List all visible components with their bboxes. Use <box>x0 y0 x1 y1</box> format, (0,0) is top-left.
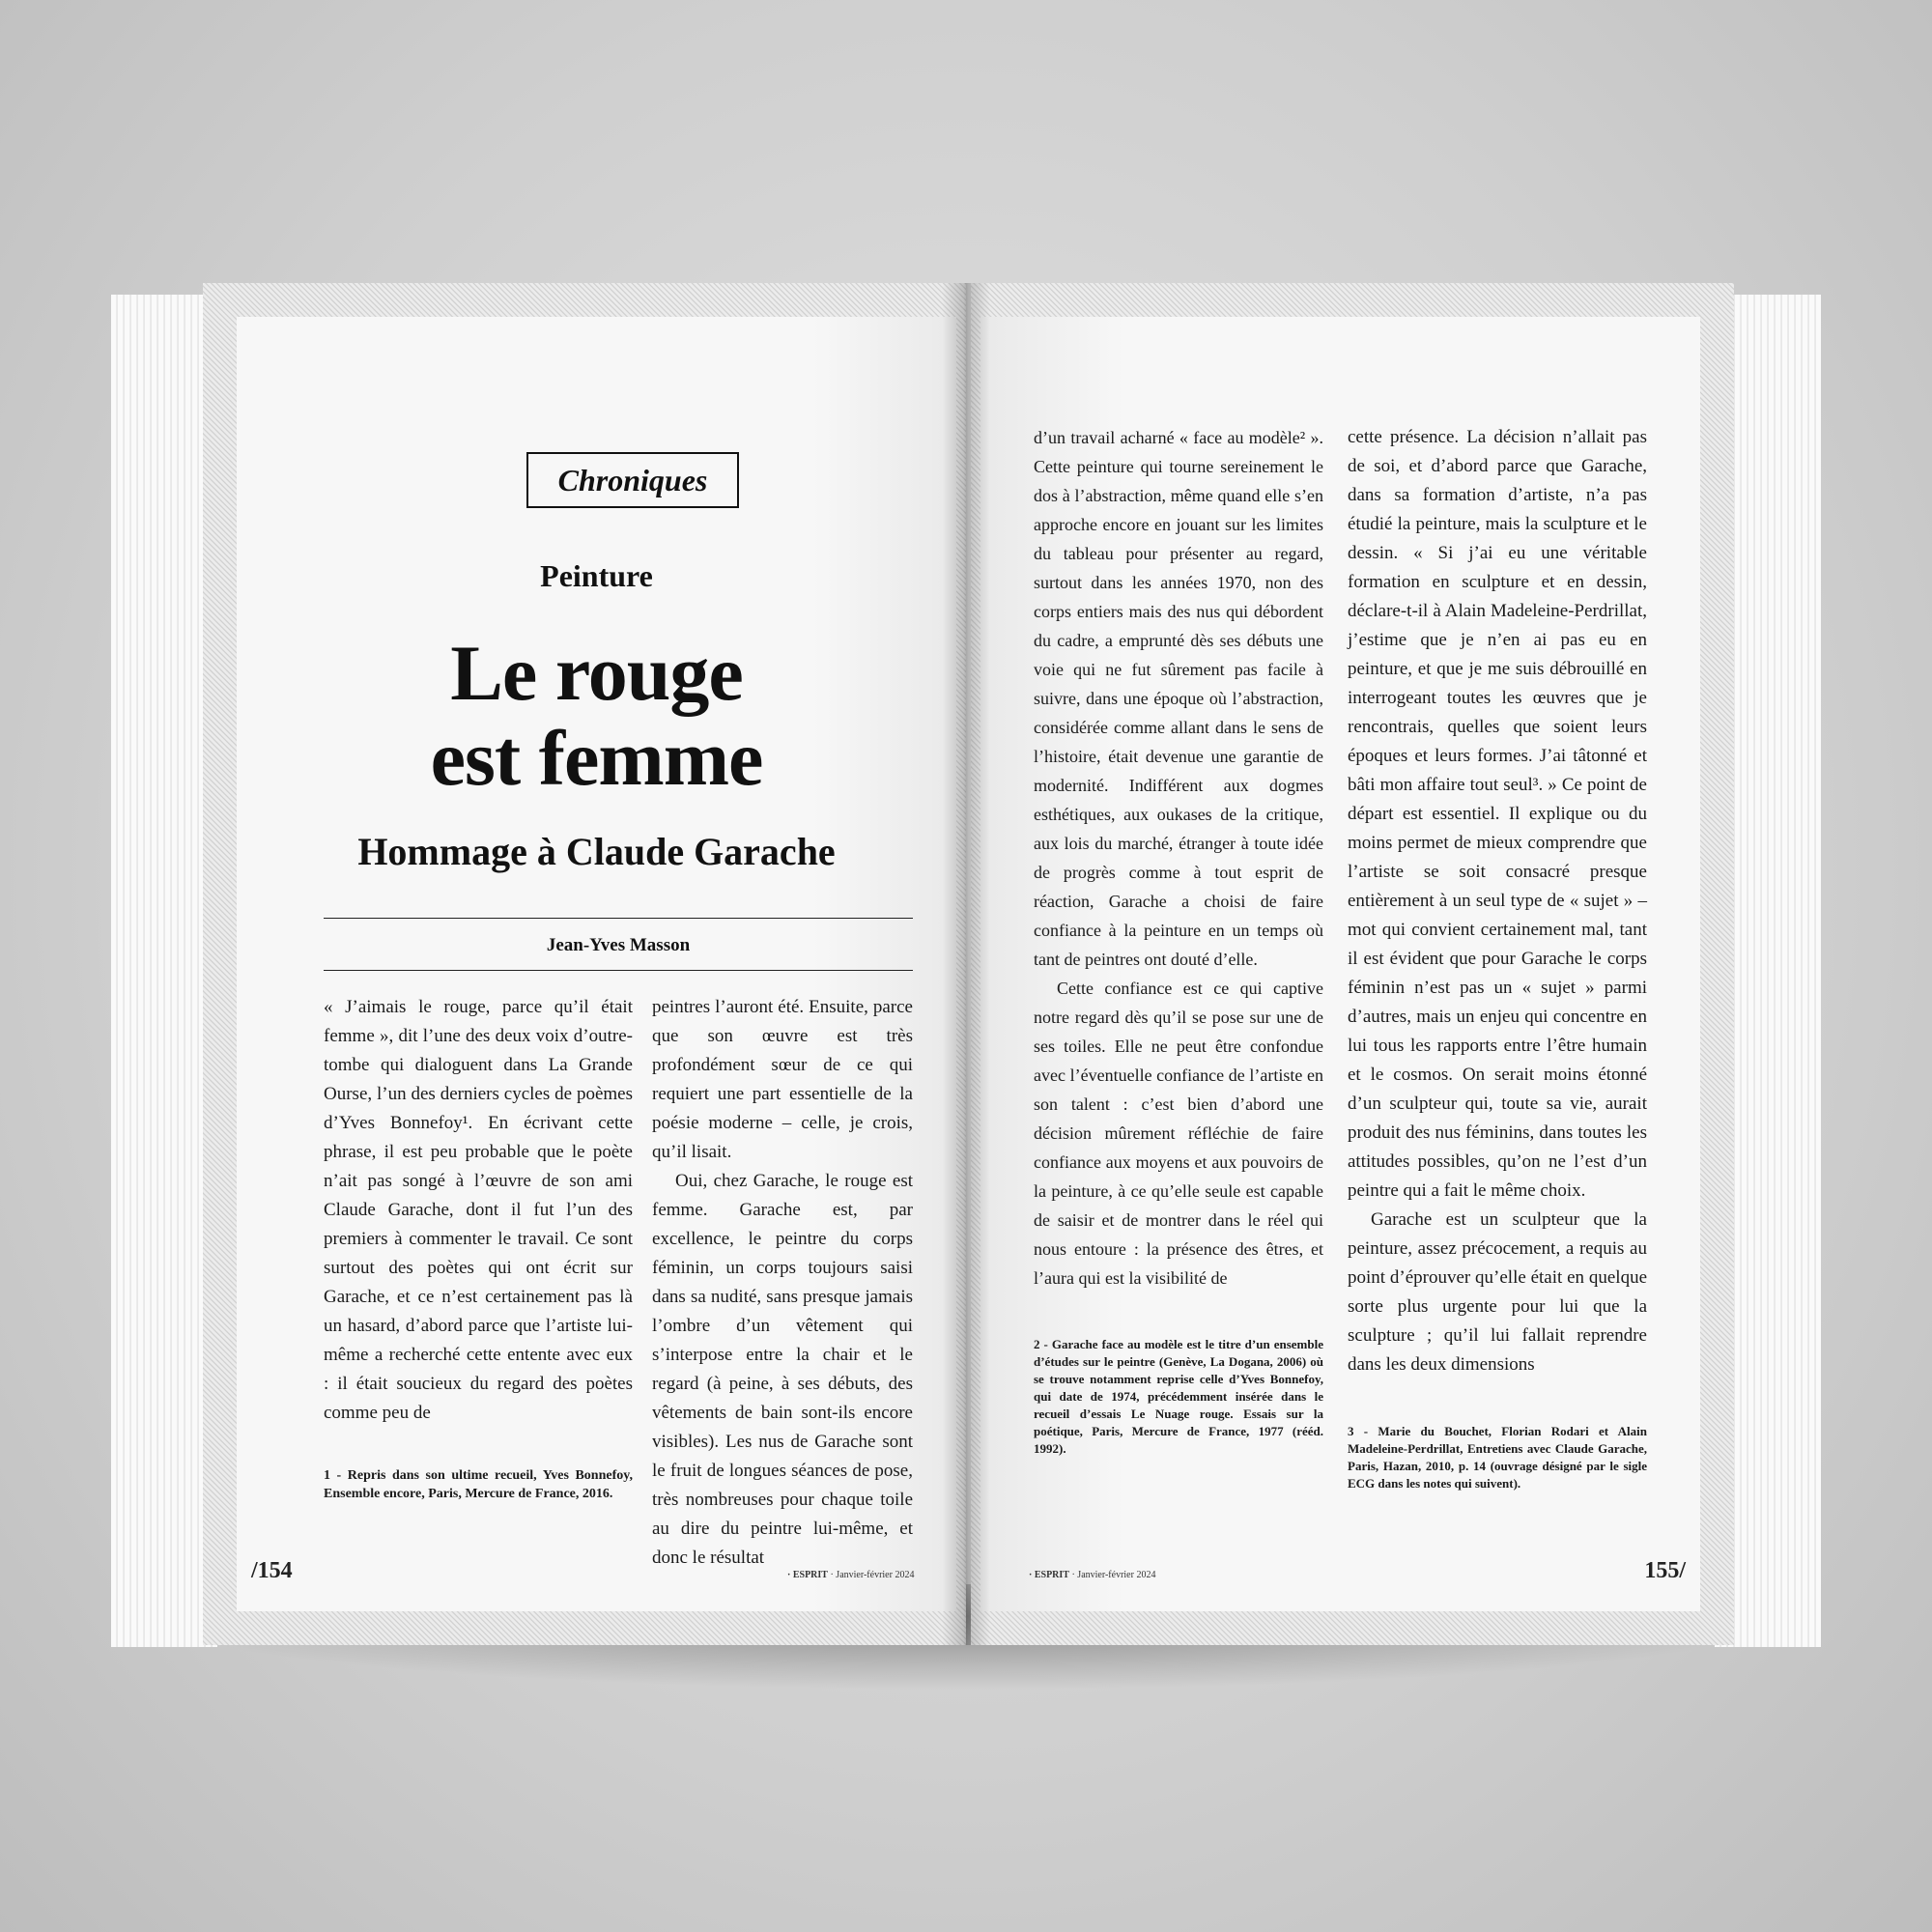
left-column-1 <box>324 993 633 1428</box>
footnote-1: 1 - Repris dans son ultime recueil, Yves Bonnefoy, Ensemble encore, Paris, Mercure de France, 2016. <box>324 1468 633 1501</box>
left-page-body <box>237 317 956 1611</box>
title-line-1: Le rouge <box>450 629 743 717</box>
author-name: Jean-Yves Masson <box>546 935 691 955</box>
right-column-1 <box>1034 423 1323 1293</box>
title-line-2: est femme <box>430 714 763 802</box>
folio-left: /154 <box>251 1558 293 1583</box>
left-page <box>203 283 966 1645</box>
folio-right: 155/ <box>1644 1558 1686 1583</box>
footnote-3: 3 - Marie du Bouchet, Florian Rodari et Alain Madeleine-Perdrillat, Entretiens avec Claude Garache, Paris, Hazan, 2010, p. 14 (ouvrage désigné par le sigle ECG dans les notes qui suivent). <box>1348 1424 1647 1491</box>
book-gutter <box>942 283 990 1645</box>
left-column-2 <box>652 993 913 1573</box>
author-rule-bottom <box>324 970 913 971</box>
rubric: Peinture <box>540 558 653 593</box>
right-column-2 <box>1348 423 1647 1379</box>
section-label: Chroniques <box>526 452 739 508</box>
paragraph: cette présence. La décision n’allait pas de soi, et d’abord parce que Garache, dans sa formation d’artiste, n’a pas étudié la peinture, mais la sculpture et le dessin. « Si j’ai eu une véritable formation en sculpture et en dessin, déclare-t-il à Alain Madeleine-Perdrillat, j’estime que je n’en ai pas eu en peinture, et que je me suis débrouillé en interrogeant toutes les œuvres que je rencontrais, quelles que soient leurs époques et leurs formes. J’ai tâtonné et bâti mon affaire tout seul³. » Ce point de départ est essentiel. Il explique ou du moins permet de mieux comprendre que l’artiste se soit consacré presque entièrement à un seul type de « sujet » – mot qui convient certainement mal, tant il est évident que pour Garache le corps féminin n’est pas un « sujet » parmi d’autres, mais un enjeu qui concentre en lui tous les rapports entre l’être humain et le cosmos. On serait moins étonné d’un sculpteur qui, toute sa vie, aurait produit des nus féminins, dans toutes les attitudes possibles, qu’on ne l’est d’un peintre qui a fait le même choix. <box>1348 427 1647 1201</box>
paragraph: Cette confiance est ce qui captive notre regard dès qu’il se pose sur une de ses toiles. Elle ne peut être confondue avec l’éventuelle confiance de l’artiste en son talent : c’est bien d’abord une décision mûrement réfléchie de faire confiance aux moyens et aux pouvoirs de la peinture, à ce qu’elle seule est capable de saisir et de montrer dans le réel qui nous entoure : la présence des êtres, et l’aura qui est la visibilité de <box>1034 979 1323 1288</box>
paragraph: d’un travail acharné « face au modèle² ». Cette peinture qui tourne sereinement le dos à l’abstraction, même quand elle s’en approche encore en jouant sur les limites du tableau pour présenter au regard, surtout dans les années 1970, non des corps entiers mais des nus qui débordent du cadre, a emprunté dès ses débuts une voie qui ne fut sûrement pas facile à suivre, dans une époque où l’abstraction, considérée comme allant dans le sens de l’histoire, était devenue une garantie de modernité. Indifférent aux dogmes esthétiques, aux oukases de la critique, aux lois du marché, étranger à toute idée de progrès comme à tout esprit de réaction, Garache a choisi de faire confiance à la peinture en un temps où tant de peintres ont douté d’elle. <box>1034 428 1323 969</box>
running-head-date: · Janvier-février 2024 <box>1071 1570 1156 1580</box>
paragraph: « J’aimais le rouge, parce qu’il était femme », dit l’une des deux voix d’outre-tombe qui dialoguent dans La Grande Ourse, l’un des derniers cycles de poèmes d’Yves Bonnefoy¹. En écrivant cette phrase, il est peu probable que le poète n’ait pas songé à l’œuvre de son ami Claude Garache, dont il fut l’un des premiers à commenter le travail. Ce sont surtout des poètes qui ont écrit sur Garache, et ce n’est certainement pas là un hasard, d’abord parce que l’artiste lui-même a recherché cette entente avec eux : il était soucieux du regard des poètes comme peu de <box>324 997 633 1423</box>
author-rule-top <box>324 918 913 919</box>
right-page <box>971 283 1734 1645</box>
running-head-brand: · ESPRIT <box>1029 1570 1069 1580</box>
paragraph: peintres l’auront été. Ensuite, parce que son œuvre est très profondément sœur de ce qui requiert une part essentielle de la poésie moderne – celle, je crois, qu’il lisait. <box>652 997 913 1162</box>
right-page-body <box>980 317 1700 1611</box>
running-head-right <box>1029 1570 1155 1580</box>
article-subtitle: Hommage à Claude Garache <box>357 830 836 873</box>
running-head-left <box>787 1570 914 1580</box>
paragraph: Oui, chez Garache, le rouge est femme. Garache est, par excellence, le peintre du corps féminin, un corps toujours saisi dans sa nudité, sans presque jamais l’ombre d’un vêtement qui s’interpose entre la chair et le regard (à peine, à ses débuts, des vêtements de bain sont-ils encore visibles). Les nus de Garache sont le fruit de longues séances de pose, très nombreuses pour chaque toile au dire du peintre lui-même, et donc le résultat <box>652 1171 913 1568</box>
left-page-edges <box>111 295 217 1647</box>
running-head-brand: · ESPRIT <box>787 1570 828 1580</box>
footnote-2: 2 - Garache face au modèle est le titre d’un ensemble d’études sur le peintre (Genève, La Dogana, 2006) où se trouve notamment reprise celle d’Yves Bonnefoy, qui date de 1974, précédemment insérée dans le recueil d’essais Le Nuage rouge. Essais sur la poétique, Paris, Mercure de France, 1977 (rééd. 1992). <box>1034 1337 1323 1456</box>
paragraph: Garache est un sculpteur que la peinture, assez précocement, a requis au point d’éprouver qu’elle était en quelque sorte plus urgente pour lui que la sculpture ; qu’il lui fallait reprendre dans les deux dimensions <box>1348 1209 1647 1375</box>
article-title <box>237 631 956 801</box>
running-head-date: · Janvier-février 2024 <box>830 1570 915 1580</box>
